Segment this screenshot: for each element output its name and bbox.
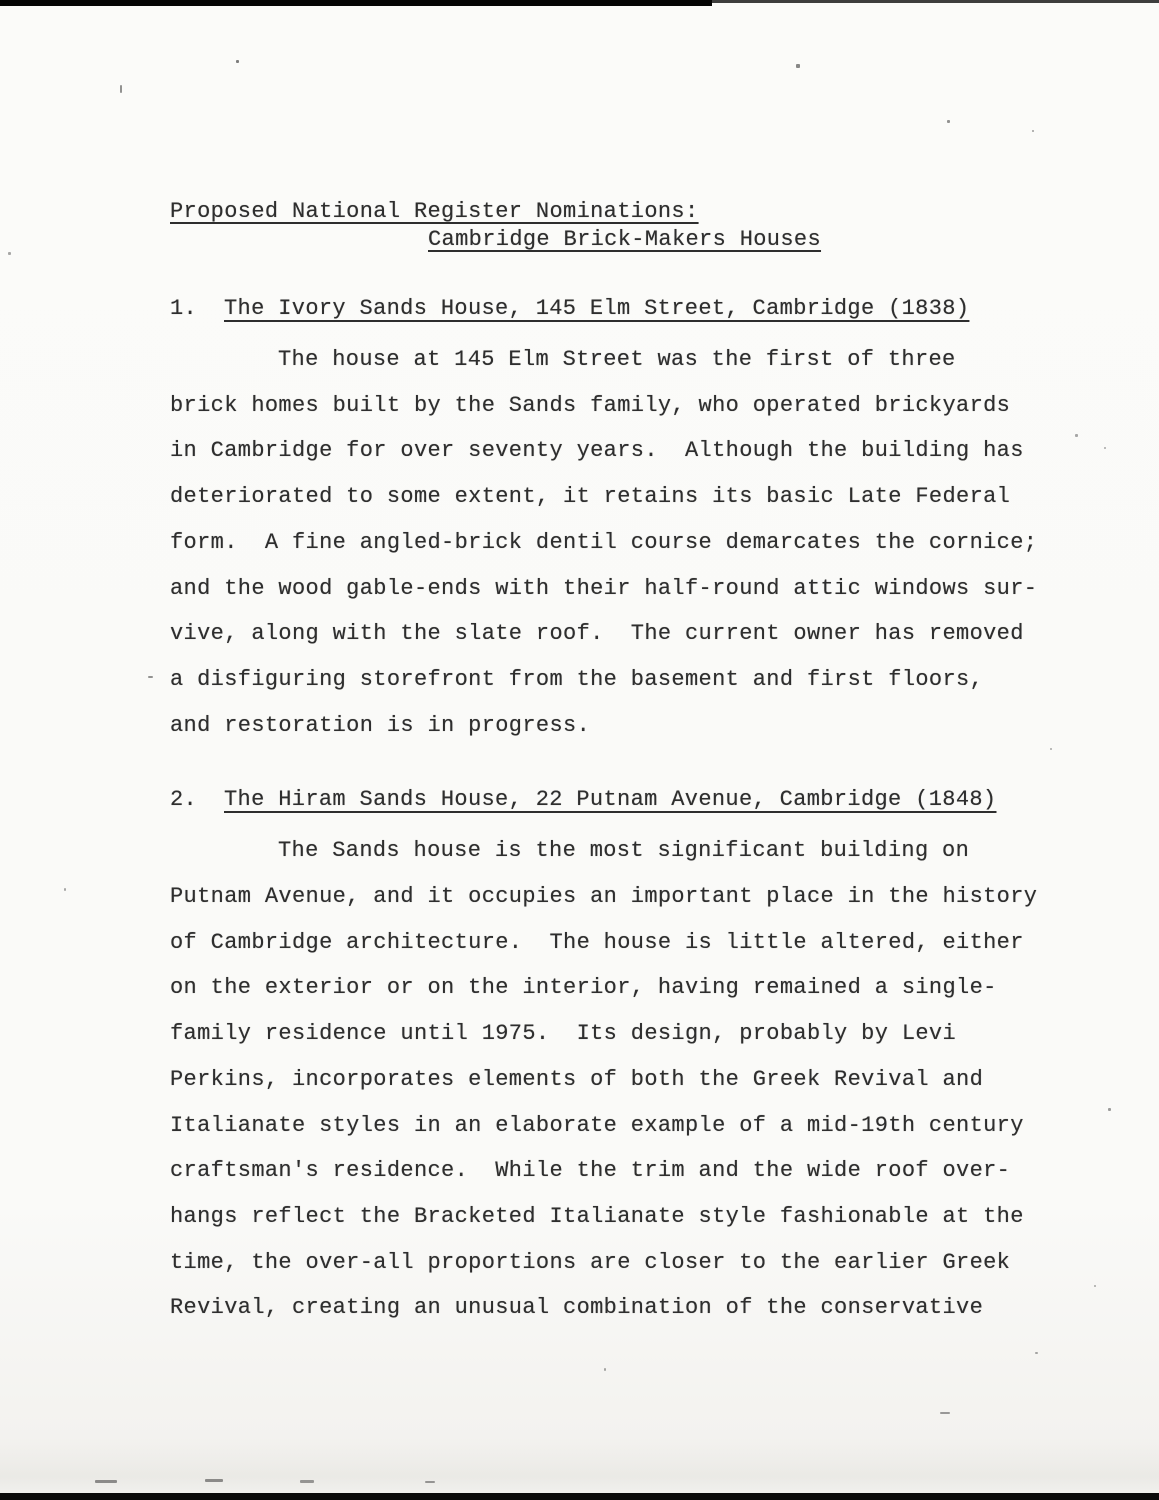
- paragraph-line: deteriorated to some extent, it retains its basic Late Federal: [170, 484, 1011, 510]
- scan-speckle: [425, 1481, 435, 1483]
- section-1-number: 1.: [170, 296, 198, 321]
- paragraph-line: hangs reflect the Bracketed Italianate style fashionable at the: [170, 1203, 1024, 1229]
- document-body: [170, 198, 1070, 1331]
- paragraph-line: time, the over-all proportions are closer to the earlier Greek: [170, 1249, 1011, 1275]
- paragraph-line: Perkins, incorporates elements of both the Greek Revival and: [170, 1066, 984, 1092]
- paragraph-line: of Cambridge architecture. The house is little altered, either: [170, 929, 1024, 955]
- scan-speckle: [64, 888, 66, 891]
- paragraph-line: Revival, creating an unusual combination of the conservative: [170, 1295, 984, 1321]
- paragraph-line: Italianate styles in an elaborate example of a mid-19th century: [170, 1112, 1024, 1138]
- section-1-title: The Ivory Sands House, 145 Elm Street, Cambridge (1838): [224, 296, 970, 321]
- paragraph-line: on the exterior or on the interior, having remained a single-: [170, 975, 997, 1001]
- paragraph-line: and restoration is in progress.: [170, 712, 591, 738]
- scan-speckle: [1035, 1352, 1038, 1354]
- document-title-line-1: Proposed National Register Nominations:: [170, 199, 699, 224]
- scan-edge-artifact-top-left: [0, 0, 712, 6]
- paragraph-line: and the wood gable-ends with their half-round attic windows sur-: [170, 575, 1038, 601]
- scan-speckle: [1108, 1108, 1111, 1111]
- paragraph-line: The house at 145 Elm Street was the first of three: [278, 347, 956, 372]
- scan-speckle: [604, 1368, 606, 1371]
- paragraph-line: a disfiguring storefront from the basement and first floors,: [170, 666, 984, 692]
- section-2-title: The Hiram Sands House, 22 Putnam Avenue, Cambridge (1848): [224, 787, 997, 813]
- scan-speckle: [1094, 1285, 1096, 1287]
- scan-speckle: [1075, 434, 1078, 437]
- scan-speckle: [148, 676, 153, 678]
- paragraph-line: vive, along with the slate roof. The current owner has removed: [170, 621, 1024, 647]
- document-title-line-2: Cambridge Brick-Makers Houses: [428, 227, 822, 252]
- scan-speckle: [236, 60, 239, 63]
- section-2-paragraph: [170, 828, 1070, 1331]
- scan-speckle: [95, 1480, 117, 1483]
- scan-noise-band: [0, 1438, 1159, 1493]
- scan-speckle: [1032, 130, 1034, 132]
- scan-speckle: [1104, 447, 1106, 449]
- paragraph-line: in Cambridge for over seventy years. Although the building has: [170, 438, 1024, 464]
- section-2-number: 2.: [170, 787, 198, 813]
- paragraph-line: The Sands house is the most significant building on: [278, 838, 970, 864]
- paragraph-line: family residence until 1975. Its design, probably by Levi: [170, 1021, 957, 1047]
- scan-speckle: [300, 1480, 314, 1483]
- scan-speckle: [947, 120, 950, 123]
- paragraph-line: form. A fine angled-brick dentil course demarcates the cornice;: [170, 529, 1038, 555]
- scan-speckle: [940, 1412, 950, 1414]
- scan-edge-artifact-bottom: [0, 1493, 1159, 1500]
- scan-speckle: [205, 1479, 223, 1482]
- scan-speckle: [796, 64, 800, 68]
- scan-speckle: [8, 252, 11, 255]
- paragraph-line: Putnam Avenue, and it occupies an important place in the history: [170, 884, 1038, 910]
- paragraph-line: brick homes built by the Sands family, who operated brickyards: [170, 392, 1011, 418]
- section-2-heading: [170, 786, 1070, 814]
- section-1-paragraph: [170, 337, 1070, 748]
- paragraph-line: craftsman's residence. While the trim and the wide roof over-: [170, 1158, 1011, 1184]
- section-1-heading: [170, 295, 1070, 323]
- scan-speckle: [120, 85, 122, 93]
